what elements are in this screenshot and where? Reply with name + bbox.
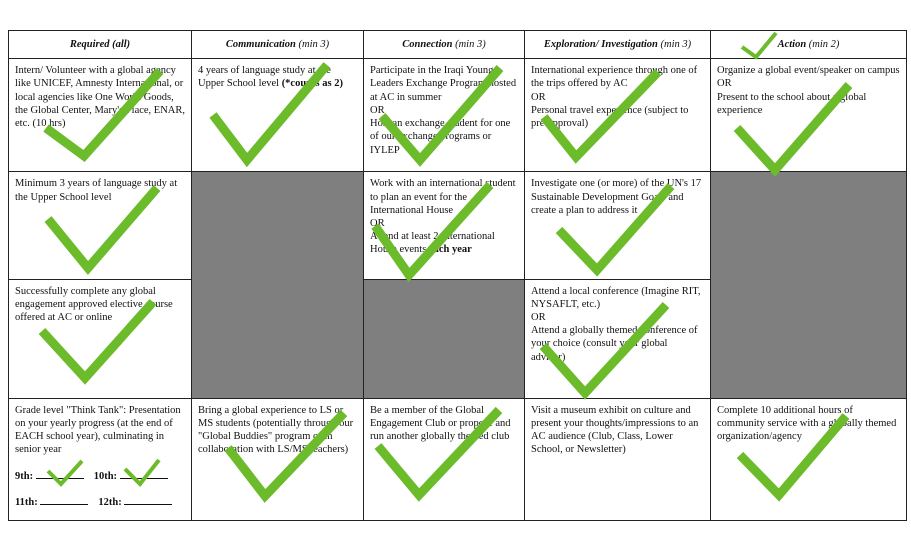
header-min: (min 3) xyxy=(660,39,692,51)
cell-text: Personal travel experience (subject to pre-approval) xyxy=(531,104,689,130)
cell-text: Participate in the Iraqi Young Leaders Exchange Program hosted at AC in summer xyxy=(370,65,517,103)
cell-text: Complete 10 additional hours of community service with a globally themed organization/agency xyxy=(717,404,897,443)
cell-connection-exchange xyxy=(364,59,525,172)
grade-blank xyxy=(120,467,168,479)
cell-exploration-conference xyxy=(525,279,711,398)
cell-required-language-min xyxy=(9,172,192,279)
cell-or: OR xyxy=(531,311,546,323)
cell-text: Intern/ Volunteer with a global agency like UNICEF, Amnesty International, or local agencies like One World Goods, the Global Center, Mary's Place, ENAR, etc. (10 hrs) xyxy=(15,65,186,130)
cell-text: Attend at least 2 International House events xyxy=(370,231,495,256)
grade-line xyxy=(15,467,185,483)
cell-or: OR xyxy=(370,218,385,230)
requirements-table xyxy=(8,30,907,521)
cell-text: Work with an international student to plan an event for the International House xyxy=(370,178,516,216)
cell-required-think-tank xyxy=(9,398,192,520)
header-row xyxy=(9,31,907,59)
cell-communication-language xyxy=(192,59,364,172)
header-required xyxy=(9,31,192,59)
header-label: Communication xyxy=(225,39,296,51)
grade-label: 11th: xyxy=(15,496,38,508)
header-action xyxy=(711,31,907,59)
cell-exploration-museum xyxy=(525,398,711,520)
cell-gray-empty xyxy=(192,172,364,398)
cell-text: Attend a globally themed conference of your choice (consult your global advisor) xyxy=(531,325,698,363)
header-label: Connection xyxy=(402,39,453,51)
cell-text: Present to the school about a global experience xyxy=(717,91,867,116)
cell-text: Investigate one (or more) of the UN's 17 Sustainable Development Goals and create a plan to address it xyxy=(531,178,702,216)
cell-action-service xyxy=(711,398,907,520)
grade-line xyxy=(15,493,185,509)
cell-text: Successfully complete any global engagement approved elective course offered at AC or online xyxy=(15,285,173,323)
header-min: (min 2) xyxy=(808,39,840,51)
cell-text: Attend a local conference (Imagine RIT, NYSAFLT, etc.) xyxy=(531,285,701,310)
table-row xyxy=(9,172,907,279)
header-min: (min 3) xyxy=(298,39,330,51)
cell-required-elective xyxy=(9,279,192,398)
grade-label: 10th: xyxy=(93,470,118,482)
cell-action-event xyxy=(711,59,907,172)
cell-communication-buddies xyxy=(192,398,364,520)
header-label: Action xyxy=(777,39,807,51)
cell-connection-intl-student xyxy=(364,172,525,279)
cell-text: International experience through one of the trips offered by AC xyxy=(531,65,698,90)
cell-text: Grade level "Think Tank": Presentation on your yearly progress (at the end of EACH school year), culminating in senior year xyxy=(15,404,181,456)
grade-blank xyxy=(40,493,88,505)
grade-label: 9th: xyxy=(15,470,34,482)
cell-text-bold: (*counts as 2) xyxy=(281,78,343,90)
grade-blank xyxy=(36,467,84,479)
cell-text-bold: each year xyxy=(428,244,472,256)
cell-or: OR xyxy=(717,78,732,90)
cell-text: Organize a global event/speaker on campus xyxy=(717,65,900,77)
header-label: Required (all) xyxy=(69,39,131,51)
cell-gray-empty xyxy=(364,279,525,398)
cell-text: Be a member of the Global Engagement Club or propose and run another globally themed club xyxy=(370,404,511,443)
header-exploration xyxy=(525,31,711,59)
grade-label: 12th: xyxy=(98,496,122,508)
cell-or: OR xyxy=(531,91,546,103)
cell-exploration-sdg xyxy=(525,172,711,279)
table-row xyxy=(9,59,907,172)
cell-text: 4 years of language study at the Upper School level xyxy=(198,65,331,90)
header-communication xyxy=(192,31,364,59)
cell-required-internship xyxy=(9,59,192,172)
header-label: Exploration/ Investigation xyxy=(543,39,658,51)
header-connection xyxy=(364,31,525,59)
cell-text: Visit a museum exhibit on culture and present your thoughts/impressions to an AC audience (Club, Class, Lower School, or Newsletter) xyxy=(531,404,699,456)
cell-exploration-travel xyxy=(525,59,711,172)
header-min: (min 3) xyxy=(455,39,486,51)
cell-gray-empty xyxy=(711,172,907,398)
cell-text: Minimum 3 years of language study at the Upper School level xyxy=(15,178,178,203)
grade-blank xyxy=(124,493,172,505)
cell-text: Bring a global experience to LS or MS students (potentially through our "Global Buddies" program or in collaboration with LS/MS teachers) xyxy=(198,404,354,456)
cell-connection-club xyxy=(364,398,525,520)
table-row xyxy=(9,398,907,520)
cell-or: OR xyxy=(370,104,385,116)
cell-text: Host an exchange student for one of our exchange programs or IYLEP xyxy=(370,118,511,156)
